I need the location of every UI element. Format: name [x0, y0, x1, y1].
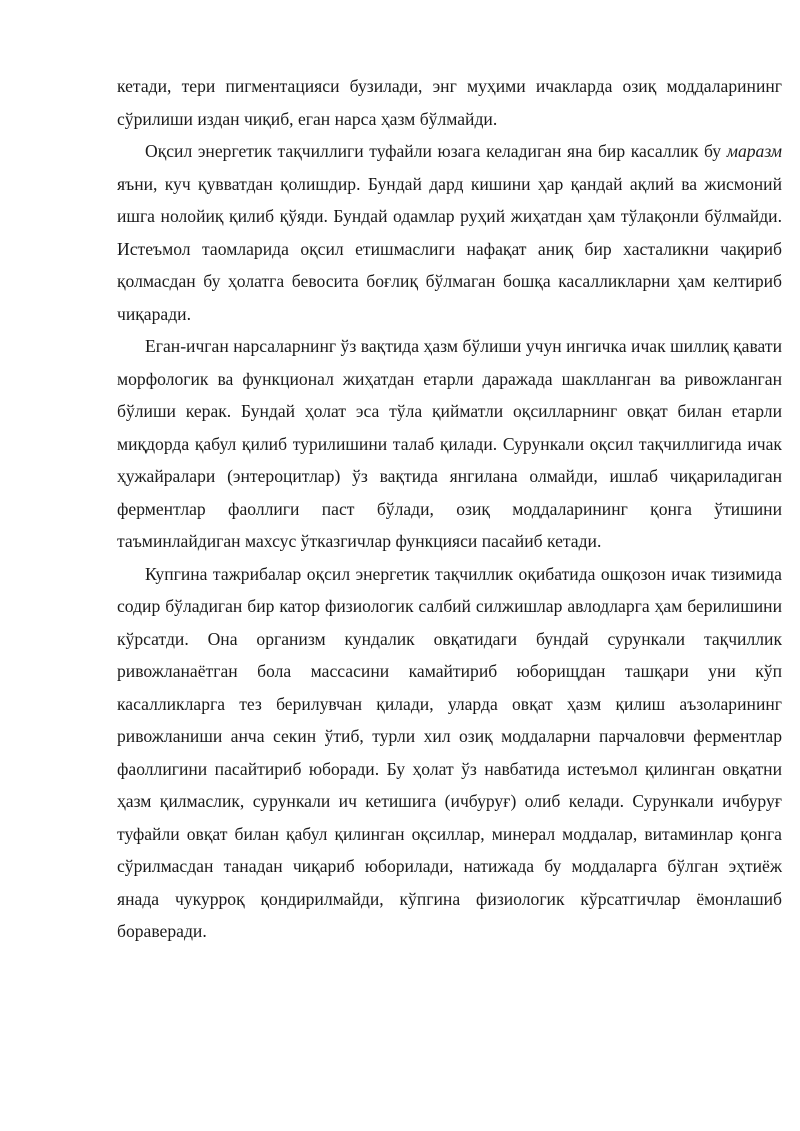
italic-term-marasmus: маразм	[726, 141, 782, 161]
paragraph-3: Еган-ичган нарсаларнинг ўз вақтида ҳазм бўлиши учун ингичка ичак шиллиқ қавати морфологик ва функционал жиҳатдан етарли даражада шаклланган ва ривожланган бўлиши керак. Бундай ҳолат эса тўла қийматли оқсилларнинг овқат билан етарли миқдорда қабул қилиб турилишини талаб қилади. Сурункали оқсил тақчиллигида ичак ҳужайралари (энтероцитлар) ўз вақтида янгилана олмайди, ишлаб чиқариладиган ферментлар фаоллиги паст бўлади, озиқ моддаларининг қонга ўтишини таъминлайдиган махсус ўтказгичлар функцияси пасайиб кетади.	[117, 336, 782, 551]
paragraph-2	[117, 135, 782, 330]
paragraph-4: Купгина тажрибалар оқсил энергетик тақчиллик оқибатида ошқозон ичак тизимида содир бўладиган бир катор физиологик салбий силжишлар авлодларга ҳам берилишини кўрсатди. Она организм кундалик овқатидаги бундай сурункали тақчиллик ривожланаётган бола массасини камайтириб юборищдан ташқари уни кўп касалликларга тез берилувчан қилади, уларда овқат ҳазм қилиш аъзоларининг ривожланиши анча секин ўтиб, турли хил озиқ моддаларни парчаловчи ферментлар фаоллигини пасайтириб юборади. Бу ҳолат ўз навбатида истеъмол қилинган овқатни ҳазм қилмаслик, сурункали ич кетишига (ичбуруғ) олиб келади. Сурункали ичбуруғ туфайли овқат билан қабул қилинган оқсиллар, минерал моддалар, витаминлар қонга сўрилмасдан танадан чиқариб юборилади, натижада бу моддаларга бўлган эҳтиёж янада чукурроқ қондирилмайди, кўпгина физиологик кўрсатгичлар ёмонлашиб бораверади.	[117, 563, 782, 941]
paragraph-1: кетади, тери пигментацияси бузилади, энг муҳими ичакларда озиқ моддаларининг сўрилиши издан чиқиб, еган нарса ҳазм бўлмайди.	[117, 76, 782, 129]
paragraph-2-start: Оқсил энергетик тақчиллиги туфайли юзага келадиган яна бир касаллик бу	[145, 141, 727, 161]
paragraph-2-end: яъни, куч қувватдан қолишдир. Бундай дард кишини ҳар қандай ақлий ва жисмоний ишга нолойиқ қилиб қўяди. Бундай одамлар руҳий жиҳатдан ҳам тўлақонли бўлмайди. Истеъмол таомларида оқсил етишмаслиги нафақат аниқ бир хасталикни чақириб қолмасдан бу ҳолатга бевосита боғлиқ бўлмаган бошқа касалликларни ҳам келтириб чиқаради.	[117, 173, 782, 324]
document-page	[117, 70, 782, 948]
